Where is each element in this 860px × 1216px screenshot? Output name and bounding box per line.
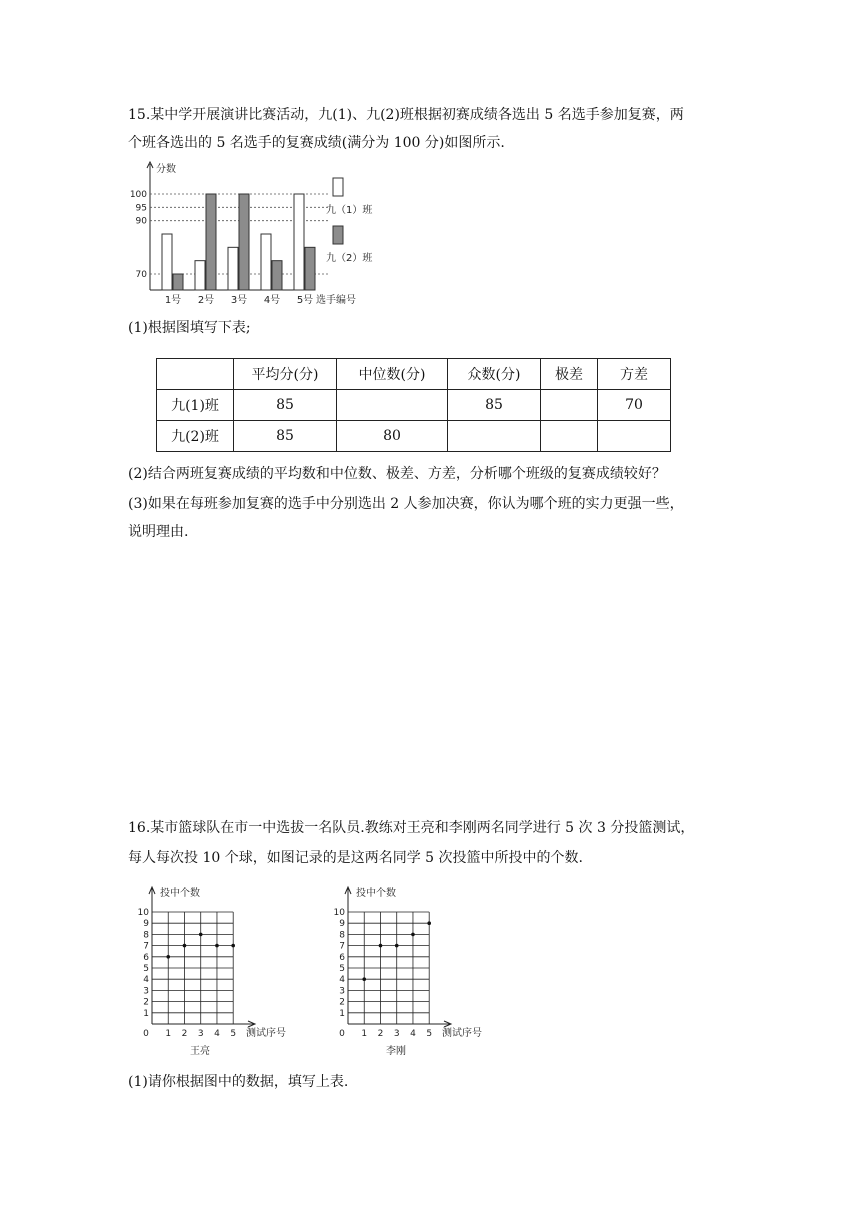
- y-tick-label: 95: [135, 203, 147, 214]
- y-tick-label: 9: [339, 919, 345, 930]
- y-tick-label: 8: [339, 930, 345, 941]
- x-tick-label: 5号: [296, 295, 314, 306]
- x-tick-label: 4号: [263, 295, 281, 306]
- table-cell: 80: [337, 421, 448, 452]
- data-point: [427, 921, 431, 925]
- data-point: [183, 944, 187, 948]
- bar: [305, 247, 315, 290]
- y-tick-label: 70: [135, 270, 147, 280]
- y-tick-label: 7: [339, 941, 345, 952]
- table-row: [157, 390, 671, 421]
- y-tick-label: 5: [339, 964, 345, 974]
- x-axis-label: 测试序号: [246, 1028, 286, 1039]
- table-header-cell: 方差: [598, 359, 671, 390]
- data-point: [379, 944, 383, 948]
- x-tick-label: 5: [230, 1029, 237, 1039]
- table-cell: [598, 421, 671, 452]
- data-point: [166, 955, 170, 959]
- data-point: [231, 944, 235, 948]
- bar: [228, 247, 238, 290]
- y-tick-label: 5: [143, 964, 149, 974]
- table-cell: 九(2)班: [157, 421, 234, 452]
- bar: [239, 194, 249, 290]
- y-tick-label: 4: [339, 975, 345, 986]
- table-header-cell: 极差: [541, 359, 598, 390]
- legend-swatch: [333, 178, 343, 196]
- bar: [272, 261, 282, 290]
- y-tick-label: 1: [143, 1008, 149, 1019]
- wang-liang-scatter-chart: [130, 884, 330, 1064]
- y-tick-label: 2: [143, 997, 149, 1008]
- table-cell: [541, 390, 598, 421]
- x-tick-label: 4: [410, 1029, 416, 1039]
- y-axis-label: 投中个数: [160, 888, 200, 899]
- q15-sub3-line1: (3)如果在每班参加复赛的选手中分别选出 2 人参加决赛，你认为哪个班的实力更强一些，: [128, 496, 684, 512]
- x-tick-label: 3: [197, 1029, 204, 1039]
- x-tick-label: 2: [377, 1029, 384, 1039]
- table-cell: [448, 421, 541, 452]
- q15-sub2: (2)结合两班复赛成绩的平均数和中位数、极差、方差，分析哪个班级的复赛成绩较好？: [128, 466, 666, 482]
- table-cell: 70: [598, 390, 671, 421]
- legend-label: 九（2）班: [326, 253, 373, 264]
- chart-title: 王亮: [190, 1046, 210, 1057]
- y-axis-label: 分数: [156, 164, 176, 175]
- q15-bar-chart: [130, 160, 410, 310]
- y-tick-label: 6: [143, 952, 149, 963]
- y-tick-label: 100: [129, 190, 147, 200]
- data-point: [215, 944, 219, 948]
- y-tick-label: 2: [339, 997, 345, 1008]
- x-tick-label: 2号: [197, 295, 215, 306]
- data-point: [395, 944, 399, 948]
- y-tick-label: 10: [333, 908, 345, 918]
- q15-score-table: [156, 358, 671, 452]
- x-tick-label: 1: [361, 1029, 368, 1039]
- table-header-cell: [157, 359, 234, 390]
- data-point: [199, 933, 203, 937]
- table-row: [157, 421, 671, 452]
- table-cell: [541, 421, 598, 452]
- x-tick-label: 4: [214, 1029, 220, 1039]
- bar: [206, 194, 216, 290]
- q16-sub1: (1)请你根据图中的数据，填写上表.: [128, 1074, 349, 1090]
- bar: [173, 274, 183, 290]
- y-tick-label: 6: [339, 952, 345, 963]
- table-cell: 九(1)班: [157, 390, 234, 421]
- q15-text-line2: 个班各选出的 5 名选手的复赛成绩(满分为 100 分)如图所示.: [128, 135, 505, 151]
- y-tick-label: 4: [143, 975, 149, 986]
- table-cell: 85: [234, 421, 337, 452]
- x-tick-label: 0: [339, 1029, 345, 1039]
- y-tick-label: 90: [135, 216, 147, 227]
- x-axis-label: 选手编号: [316, 295, 356, 306]
- x-tick-label: 3号: [230, 295, 248, 306]
- chart-title: 李刚: [386, 1046, 406, 1057]
- data-point: [411, 933, 415, 937]
- bar: [294, 194, 304, 290]
- table-header-cell: 中位数(分): [337, 359, 448, 390]
- table-cell: [337, 390, 448, 421]
- bar: [261, 234, 271, 290]
- table-cell: 85: [448, 390, 541, 421]
- x-tick-label: 1号: [164, 295, 182, 306]
- table-cell: 85: [234, 390, 337, 421]
- q16-text-line2: 每人每次投 10 个球，如图记录的是这两名同学 5 次投篮中所投中的个数.: [128, 850, 583, 866]
- x-tick-label: 5: [426, 1029, 433, 1039]
- y-tick-label: 7: [143, 941, 149, 952]
- x-axis-label: 测试序号: [442, 1028, 482, 1039]
- legend-label: 九（1）班: [326, 205, 373, 216]
- x-tick-label: 2: [181, 1029, 188, 1039]
- legend-swatch: [333, 226, 343, 244]
- data-point: [362, 977, 366, 981]
- x-tick-label: 1: [165, 1029, 172, 1039]
- q15-sub1: (1)根据图填写下表;: [128, 320, 251, 336]
- bar: [195, 261, 205, 290]
- q15-sub3-line2: 说明理由.: [128, 524, 189, 540]
- y-tick-label: 3: [339, 986, 345, 997]
- y-tick-label: 1: [339, 1008, 345, 1019]
- y-tick-label: 9: [143, 919, 149, 930]
- y-tick-label: 8: [143, 930, 149, 941]
- bar: [162, 234, 172, 290]
- q16-text-line1: 16.某市篮球队在市一中选拔一名队员.教练对王亮和李刚两名同学进行 5 次 3 分投篮测试，: [128, 820, 695, 836]
- y-axis-label: 投中个数: [356, 888, 396, 899]
- li-gang-scatter-chart: [326, 884, 526, 1064]
- table-header-cell: 平均分(分): [234, 359, 337, 390]
- y-tick-label: 3: [143, 986, 149, 997]
- x-tick-label: 0: [143, 1029, 149, 1039]
- table-header-row: [157, 359, 671, 390]
- x-tick-label: 3: [393, 1029, 400, 1039]
- table-header-cell: 众数(分): [448, 359, 541, 390]
- y-tick-label: 10: [137, 908, 149, 918]
- q15-text-line1: 15.某中学开展演讲比赛活动，九(1)、九(2)班根据初赛成绩各选出 5 名选手参加复赛，两: [128, 107, 684, 123]
